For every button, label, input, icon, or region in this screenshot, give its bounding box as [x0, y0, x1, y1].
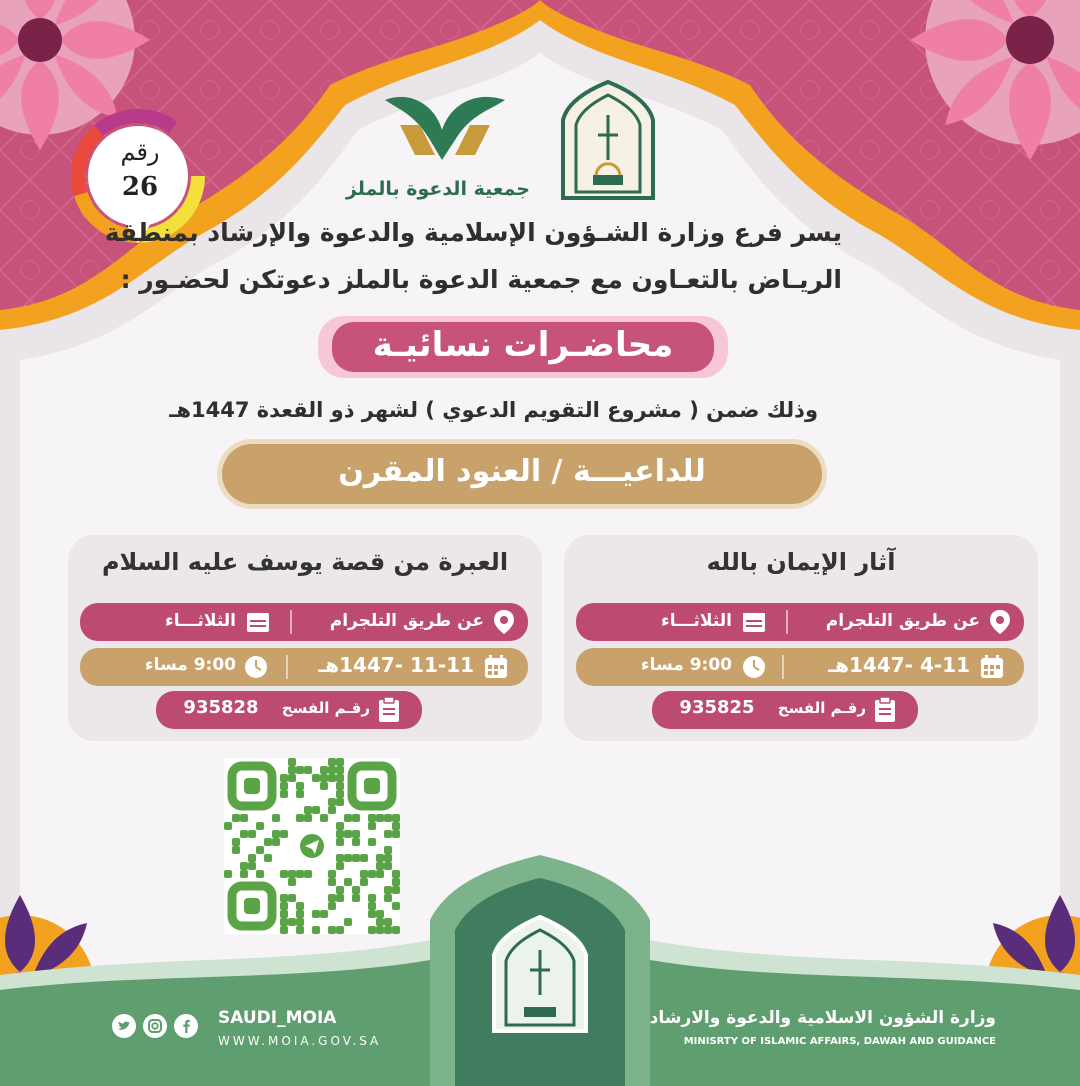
location-pin-icon — [490, 608, 518, 636]
qr-module — [384, 814, 392, 822]
footer-ministry-english: MINISRTY OF ISLAMIC AFFAIRS, DAWAH AND GUIDANCE — [683, 1036, 996, 1047]
lecture-2-day: الثلاثـــاء — [165, 611, 236, 631]
qr-module — [288, 918, 296, 926]
qr-module — [312, 926, 320, 934]
qr-module — [320, 910, 328, 918]
qr-module — [376, 918, 384, 926]
qr-module — [336, 894, 344, 902]
qr-module — [296, 902, 304, 910]
ministry-seal-icon — [558, 80, 658, 200]
qr-module — [280, 782, 288, 790]
qr-module — [392, 830, 400, 838]
lecture-2-location: عن طريق التلجرام — [329, 611, 484, 631]
qr-module — [288, 870, 296, 878]
qr-module — [344, 918, 352, 926]
dawah-logo-icon — [380, 85, 510, 175]
qr-module — [240, 862, 248, 870]
qr-module — [248, 862, 256, 870]
qr-module — [360, 870, 368, 878]
qr-module — [264, 838, 272, 846]
calendar-date-icon — [978, 653, 1006, 681]
qr-module — [280, 830, 288, 838]
qr-module — [256, 846, 264, 854]
calendar-date-icon — [482, 653, 510, 681]
qr-module — [328, 798, 336, 806]
qr-module — [336, 766, 344, 774]
footer-handle[interactable]: SAUDI_MOIA — [218, 1008, 337, 1028]
qr-module — [280, 894, 288, 902]
qr-module — [336, 886, 344, 894]
clipboard-icon — [376, 696, 402, 724]
qr-module — [392, 822, 400, 830]
qr-module — [288, 758, 296, 766]
qr-module — [296, 870, 304, 878]
qr-module — [368, 814, 376, 822]
twitter-icon[interactable] — [112, 1014, 136, 1038]
qr-module — [336, 822, 344, 830]
qr-module — [272, 830, 280, 838]
qr-module — [384, 886, 392, 894]
qr-module — [376, 926, 384, 934]
qr-module — [288, 766, 296, 774]
speaker-banner-text: للداعيـــة / العنود المقرن — [338, 454, 706, 489]
qr-code[interactable] — [224, 758, 400, 934]
footer-ministry-arabic: وزارة الشؤون الاسلامية والدعوة والارشاد — [649, 1008, 996, 1028]
qr-module — [280, 870, 288, 878]
lecture-2-title: العبرة من قصة يوسف عليه السلام — [101, 548, 509, 576]
qr-module — [296, 782, 304, 790]
qr-module — [376, 814, 384, 822]
qr-module — [328, 926, 336, 934]
lecture-1-day: الثلاثـــاء — [661, 611, 732, 631]
qr-module — [384, 846, 392, 854]
qr-module — [392, 886, 400, 894]
qr-module — [376, 870, 384, 878]
badge-label: رقم — [120, 138, 160, 166]
qr-module — [264, 854, 272, 862]
qr-module — [320, 766, 328, 774]
clipboard-icon — [872, 696, 898, 724]
lecture-1-title: آثار الإيمان بالله — [706, 548, 896, 576]
qr-module — [320, 814, 328, 822]
qr-module — [376, 862, 384, 870]
qr-module — [280, 910, 288, 918]
qr-module — [240, 870, 248, 878]
qr-module — [296, 910, 304, 918]
qr-module — [384, 862, 392, 870]
qr-module — [384, 926, 392, 934]
lecture-1-date: 4-11 -1447هـ — [828, 653, 970, 677]
lecture-2-room-label: رقـم الفسح — [281, 699, 370, 717]
qr-module — [304, 806, 312, 814]
qr-module — [336, 782, 344, 790]
qr-module — [328, 766, 336, 774]
qr-module — [392, 814, 400, 822]
calendar-icon — [244, 608, 272, 636]
lecture-1-location: عن طريق التلجرام — [825, 611, 980, 631]
qr-module — [328, 774, 336, 782]
qr-module — [280, 918, 288, 926]
qr-module — [336, 830, 344, 838]
qr-module — [248, 830, 256, 838]
qr-module — [280, 774, 288, 782]
qr-module — [296, 918, 304, 926]
qr-module — [368, 822, 376, 830]
lecture-1-room-number: 935825 — [679, 697, 755, 718]
qr-module — [352, 854, 360, 862]
qr-module — [336, 774, 344, 782]
dawah-org-name: جمعية الدعوة بالملز — [345, 178, 530, 200]
qr-module — [376, 910, 384, 918]
qr-module — [392, 902, 400, 910]
qr-module — [288, 774, 296, 782]
subtitle: وذلك ضمن ( مشروع التقويم الدعوي ) لشهر ذو القعدة 1447هـ — [169, 398, 818, 422]
qr-module — [352, 894, 360, 902]
qr-module — [320, 782, 328, 790]
lecture-2-date: 11-11 -1447هـ — [318, 653, 474, 677]
qr-module — [384, 830, 392, 838]
qr-module — [368, 926, 376, 934]
qr-module — [352, 886, 360, 894]
qr-module — [272, 838, 280, 846]
lecture-1-room-label: رقـم الفسح — [777, 699, 866, 717]
qr-module — [352, 814, 360, 822]
qr-module — [336, 838, 344, 846]
qr-module — [336, 926, 344, 934]
qr-module — [304, 814, 312, 822]
clock-icon — [242, 653, 270, 681]
qr-module — [328, 806, 336, 814]
qr-module — [352, 838, 360, 846]
qr-module — [296, 790, 304, 798]
qr-module — [272, 814, 280, 822]
qr-module — [384, 918, 392, 926]
qr-module — [280, 902, 288, 910]
qr-module — [280, 926, 288, 934]
location-pin-icon — [986, 608, 1014, 636]
qr-module — [368, 870, 376, 878]
qr-module — [344, 830, 352, 838]
qr-module — [368, 910, 376, 918]
intro-line-1: يسر فرع وزارة الشـؤون الإسلامية والدعوة والإرشاد بمنطقة — [104, 218, 842, 247]
qr-module — [296, 926, 304, 934]
qr-module — [336, 758, 344, 766]
qr-module — [312, 910, 320, 918]
lecture-2-time: 9:00 مساء — [144, 655, 236, 675]
qr-module — [328, 758, 336, 766]
calendar-icon — [740, 608, 768, 636]
qr-module — [224, 870, 232, 878]
qr-module — [328, 870, 336, 878]
qr-module — [288, 878, 296, 886]
qr-module — [328, 878, 336, 886]
footer-ministry-seal-icon — [488, 915, 592, 1033]
qr-module — [296, 814, 304, 822]
qr-module — [312, 774, 320, 782]
qr-module — [288, 894, 296, 902]
qr-module — [344, 814, 352, 822]
qr-module — [248, 854, 256, 862]
facebook-icon[interactable] — [174, 1014, 198, 1038]
qr-module — [312, 806, 320, 814]
qr-module — [376, 854, 384, 862]
intro-line-2: الريـاض بالتعـاون مع جمعية الدعوة بالملز دعوتكن لحضـور : — [120, 265, 842, 294]
qr-module — [328, 902, 336, 910]
qr-module — [280, 790, 288, 798]
qr-module — [328, 894, 336, 902]
qr-module — [336, 798, 344, 806]
lecture-1-time: 9:00 مساء — [640, 655, 732, 675]
lecture-2-room-number: 935828 — [183, 697, 259, 718]
qr-module — [392, 870, 400, 878]
title-banner-text: محاضـرات نسائيـة — [372, 325, 674, 365]
qr-module — [256, 870, 264, 878]
qr-module — [368, 894, 376, 902]
qr-module — [368, 902, 376, 910]
qr-module — [232, 814, 240, 822]
footer-website[interactable]: WWW.MOIA.GOV.SA — [218, 1034, 382, 1048]
qr-module — [296, 766, 304, 774]
qr-module — [240, 814, 248, 822]
qr-module — [224, 822, 232, 830]
qr-module — [392, 926, 400, 934]
qr-module — [392, 878, 400, 886]
qr-module — [336, 862, 344, 870]
qr-module — [360, 878, 368, 886]
qr-module — [360, 854, 368, 862]
qr-module — [352, 830, 360, 838]
instagram-icon[interactable] — [143, 1014, 167, 1038]
qr-module — [368, 838, 376, 846]
clock-icon — [740, 653, 768, 681]
qr-module — [336, 854, 344, 862]
badge-number: 26 — [121, 172, 159, 202]
qr-module — [344, 854, 352, 862]
qr-module — [304, 870, 312, 878]
qr-module — [240, 830, 248, 838]
qr-module — [232, 846, 240, 854]
qr-module — [320, 774, 328, 782]
qr-module — [232, 838, 240, 846]
qr-module — [256, 822, 264, 830]
qr-module — [344, 878, 352, 886]
qr-module — [304, 766, 312, 774]
qr-module — [384, 854, 392, 862]
qr-module — [336, 790, 344, 798]
qr-module — [384, 894, 392, 902]
